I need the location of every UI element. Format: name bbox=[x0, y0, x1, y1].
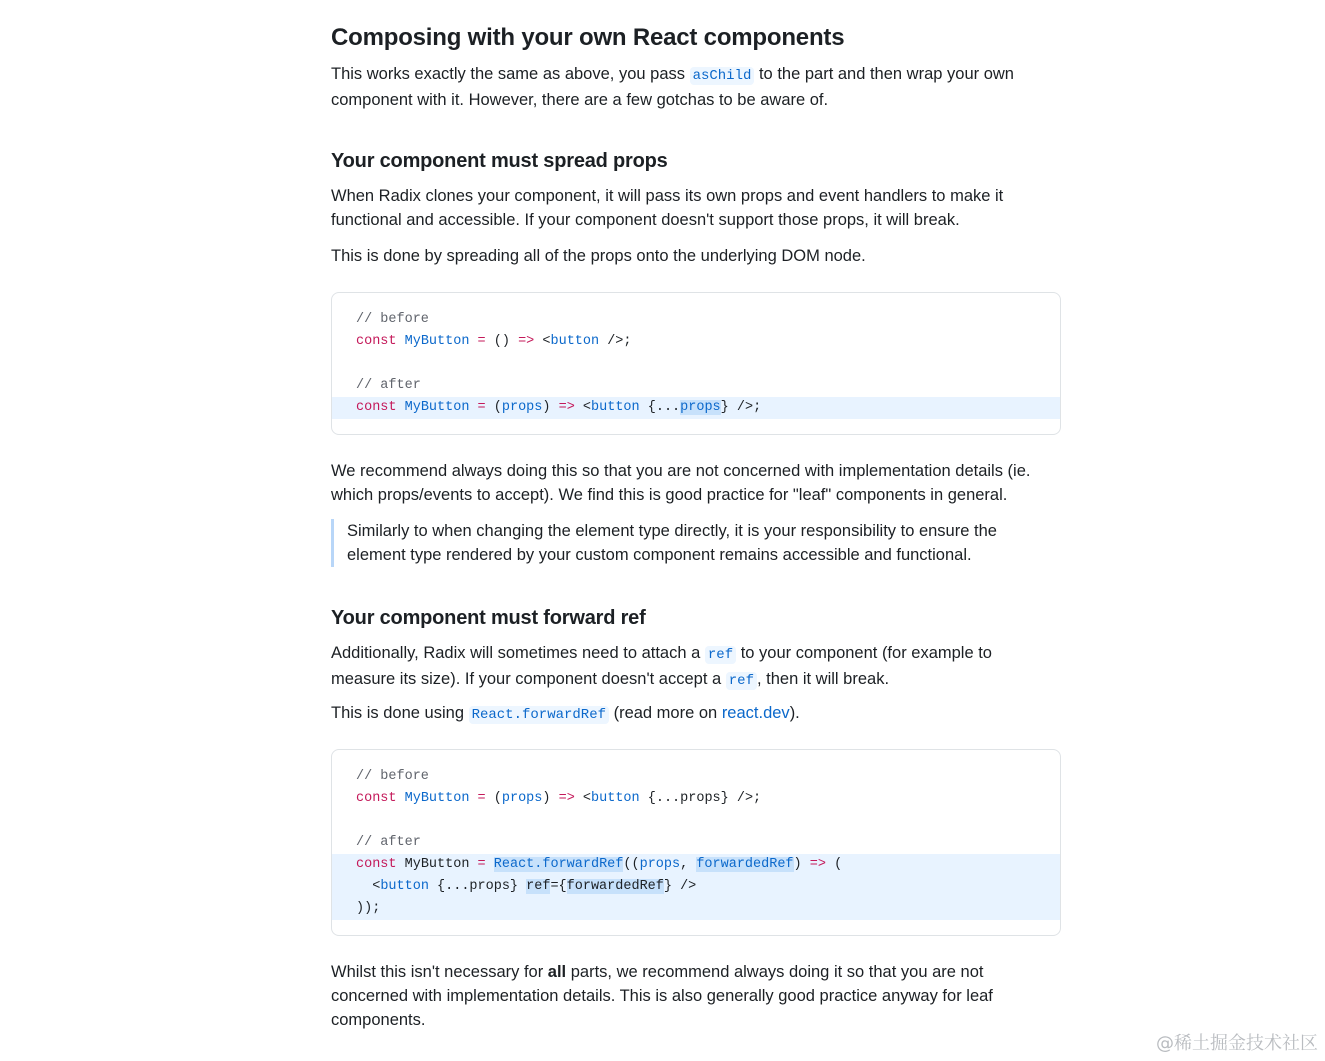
aschild-code: asChild bbox=[690, 67, 755, 85]
bold-all: all bbox=[547, 963, 567, 981]
whilst-paragraph: Whilst this isn't necessary for all parts, we recommend always doing it so that you are not concerned with implementation details. This is also generally good practice anyway for leaf components. bbox=[331, 963, 993, 1029]
callout-text: Similarly to when changing the element type directly, it is your responsibility to ensure the element type rendered by your custom component remains accessible and functional. bbox=[347, 522, 997, 564]
spread-props-paragraph-2: This is done by spreading all of the props onto the underlying DOM node. bbox=[331, 247, 866, 265]
recommend-paragraph: We recommend always doing this so that you are not concerned with implementation details (ie. which props/events to accept). We find this is good practice for "leaf" components in general. bbox=[331, 462, 1031, 504]
ref-code: ref bbox=[726, 672, 757, 690]
react-dev-link[interactable]: react.dev bbox=[721, 704, 790, 722]
code-line-highlighted: <button {...props} ref={forwardedRef} /> bbox=[332, 876, 1060, 898]
forward-ref-paragraph: Additionally, Radix will sometimes need to attach a ref to your component (for example to measure its size). If your component doesn't accept a ref , then it will break. bbox=[331, 644, 992, 689]
spread-props-paragraph: When Radix clones your component, it will pass its own props and event handlers to make it functional and accessible. If your component doesn't support those props, it will break. bbox=[331, 187, 1004, 229]
spread-props-code-block bbox=[331, 292, 1061, 435]
code-line: // after bbox=[356, 835, 421, 850]
ref-code: ref bbox=[705, 646, 736, 664]
code-line-highlighted: )); bbox=[332, 898, 1060, 920]
section-heading: Composing with your own React components bbox=[331, 24, 845, 51]
code-line: // before bbox=[356, 769, 429, 784]
code-line: // before bbox=[356, 312, 429, 327]
forward-ref-code-block bbox=[331, 749, 1061, 936]
forward-ref-heading: Your component must forward ref bbox=[331, 607, 646, 629]
code-line-highlighted: const MyButton = (props) => <button {...props} />; bbox=[332, 397, 1060, 419]
intro-paragraph: This works exactly the same as above, you pass asChild to the part and then wrap your own component with it. However, there are a few gotchas to be aware of. bbox=[331, 65, 1014, 109]
forwardref-code: React.forwardRef bbox=[469, 706, 609, 724]
code-line: const MyButton = () => <button />; bbox=[356, 334, 632, 349]
callout-blockquote bbox=[331, 519, 1061, 567]
forward-ref-paragraph-2: This is done using React.forwardRef (read more on react.dev). bbox=[331, 704, 800, 723]
code-line: const MyButton = (props) => <button {...props} />; bbox=[356, 791, 762, 806]
code-line: // after bbox=[356, 378, 421, 393]
watermark: @稀土掘金技术社区 bbox=[1156, 1033, 1318, 1054]
code-line-highlighted: const MyButton = React.forwardRef((props, forwardedRef) => ( bbox=[332, 854, 1060, 876]
spread-props-heading: Your component must spread props bbox=[331, 150, 668, 172]
